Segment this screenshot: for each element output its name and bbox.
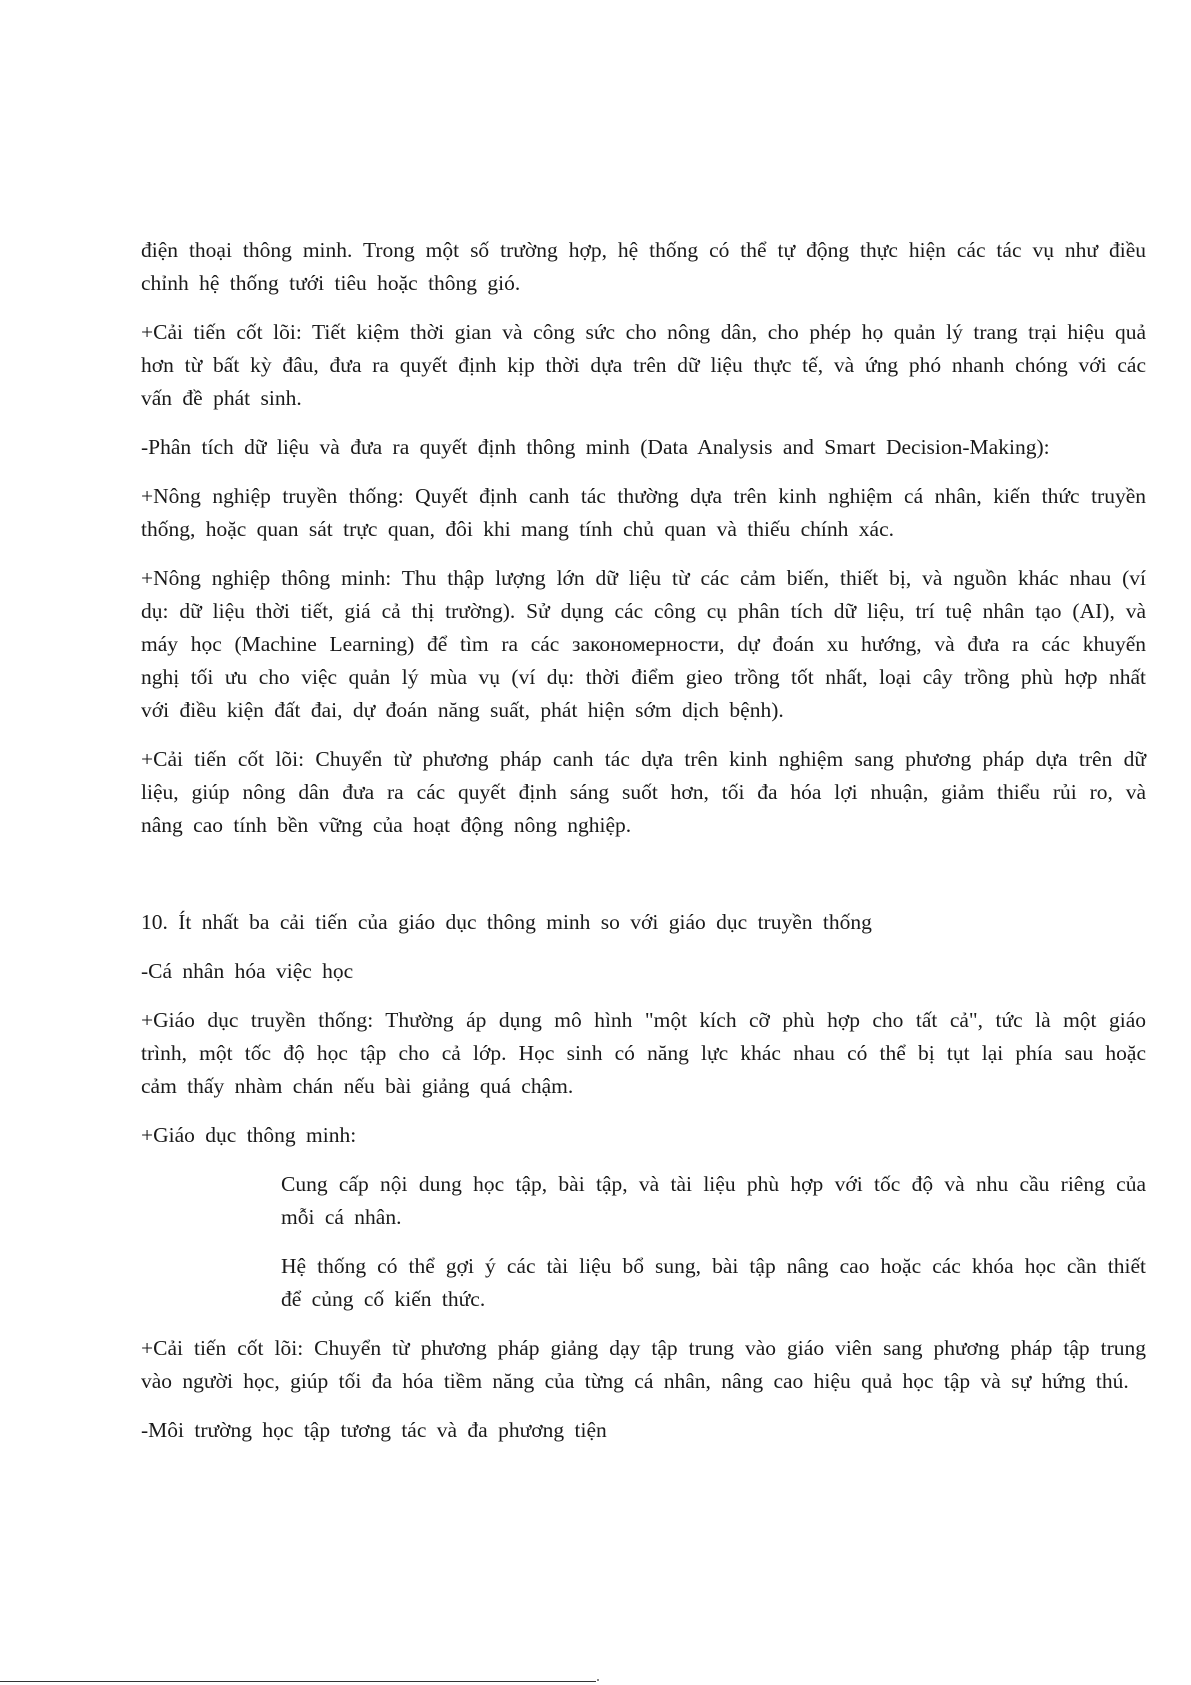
paragraph-smart-education-label: +Giáo dục thông minh: bbox=[141, 1123, 357, 1147]
footer-divider bbox=[0, 1681, 596, 1682]
document-page bbox=[141, 234, 1146, 1463]
indented-item-suggestions: Hệ thống có thể gợi ý các tài liệu bổ sung, bài tập nâng cao hoặc các khóa học cần thiết để củng cố kiến thức. bbox=[281, 1254, 1146, 1311]
paragraph-traditional-education: +Giáo dục truyền thống: Thường áp dụng mô hình "một kích cỡ phù hợp cho tất cả", tức là một giáo trình, một tốc độ học tập cho cả lớp. Học sinh có năng lực khác nhau có thể bị tụt lại phía sau hoặc cảm thấy nhàm chán nếu bài giảng quá chậm. bbox=[141, 1008, 1146, 1098]
paragraph-core-improvement-data: +Cải tiến cốt lõi: Chuyển từ phương pháp canh tác dựa trên kinh nghiệm sang phương pháp dựa trên dữ liệu, giúp nông dân đưa ra các quyết định sáng suốt hơn, tối đa hóa lợi nhuận, giảm thiểu rủi ro, và nâng cao tính bền vững của hoạt động nông nghiệp. bbox=[141, 747, 1146, 837]
section-heading-smart-education: 10. Ít nhất ba cải tiến của giáo dục thông minh so với giáo dục truyền thống bbox=[141, 910, 872, 934]
section-spacer bbox=[141, 858, 1146, 906]
paragraph-data-analysis-heading: -Phân tích dữ liệu và đưa ra quyết định thông minh (Data Analysis and Smart Decision-Making): bbox=[141, 435, 1050, 459]
paragraph-core-improvement-time: +Cải tiến cốt lõi: Tiết kiệm thời gian và công sức cho nông dân, cho phép họ quản lý trang trại hiệu quả hơn từ bất kỳ đâu, đưa ra quyết định kịp thời dựa trên dữ liệu thực tế, và ứng phó nhanh chóng với các vấn đề phát sinh. bbox=[141, 320, 1146, 410]
footer-divider-mark bbox=[597, 1679, 599, 1681]
paragraph-traditional-agriculture: +Nông nghiệp truyền thống: Quyết định canh tác thường dựa trên kinh nghiệm cá nhân, kiến thức truyền thống, hoặc quan sát trực quan, đôi khi mang tính chủ quan và thiếu chính xác. bbox=[141, 484, 1146, 541]
paragraph-interactive-environment: -Môi trường học tập tương tác và đa phương tiện bbox=[141, 1418, 607, 1442]
paragraph-smart-agriculture: +Nông nghiệp thông minh: Thu thập lượng lớn dữ liệu từ các cảm biến, thiết bị, và nguồn khác nhau (ví dụ: dữ liệu thời tiết, giá cả thị trường). Sử dụng các công cụ phân tích dữ liệu, trí tuệ nhân tạo (AI), và máy học (Machine Learning) để tìm ra các закономерности, dự đoán xu hướng, và đưa ra các khuyến nghị tối ưu cho việc quản lý mùa vụ (ví dụ: thời điểm gieo trồng tốt nhất, loại cây trồng phù hợp nhất với điều kiện đất đai, dự đoán năng suất, phát hiện sớm dịch bệnh). bbox=[141, 566, 1146, 722]
indented-item-content: Cung cấp nội dung học tập, bài tập, và tài liệu phù hợp với tốc độ và nhu cầu riêng của mỗi cá nhân. bbox=[281, 1172, 1146, 1229]
paragraph-smart-phone-control: điện thoại thông minh. Trong một số trường hợp, hệ thống có thể tự động thực hiện các tác vụ như điều chỉnh hệ thống tưới tiêu hoặc thông gió. bbox=[141, 238, 1146, 295]
paragraph-core-improvement-learner: +Cải tiến cốt lõi: Chuyển từ phương pháp giảng dạy tập trung vào giáo viên sang phương pháp tập trung vào người học, giúp tối đa hóa tiềm năng của từng cá nhân, nâng cao hiệu quả học tập và sự hứng thú. bbox=[141, 1336, 1146, 1393]
paragraph-personalized-learning: -Cá nhân hóa việc học bbox=[141, 959, 354, 983]
